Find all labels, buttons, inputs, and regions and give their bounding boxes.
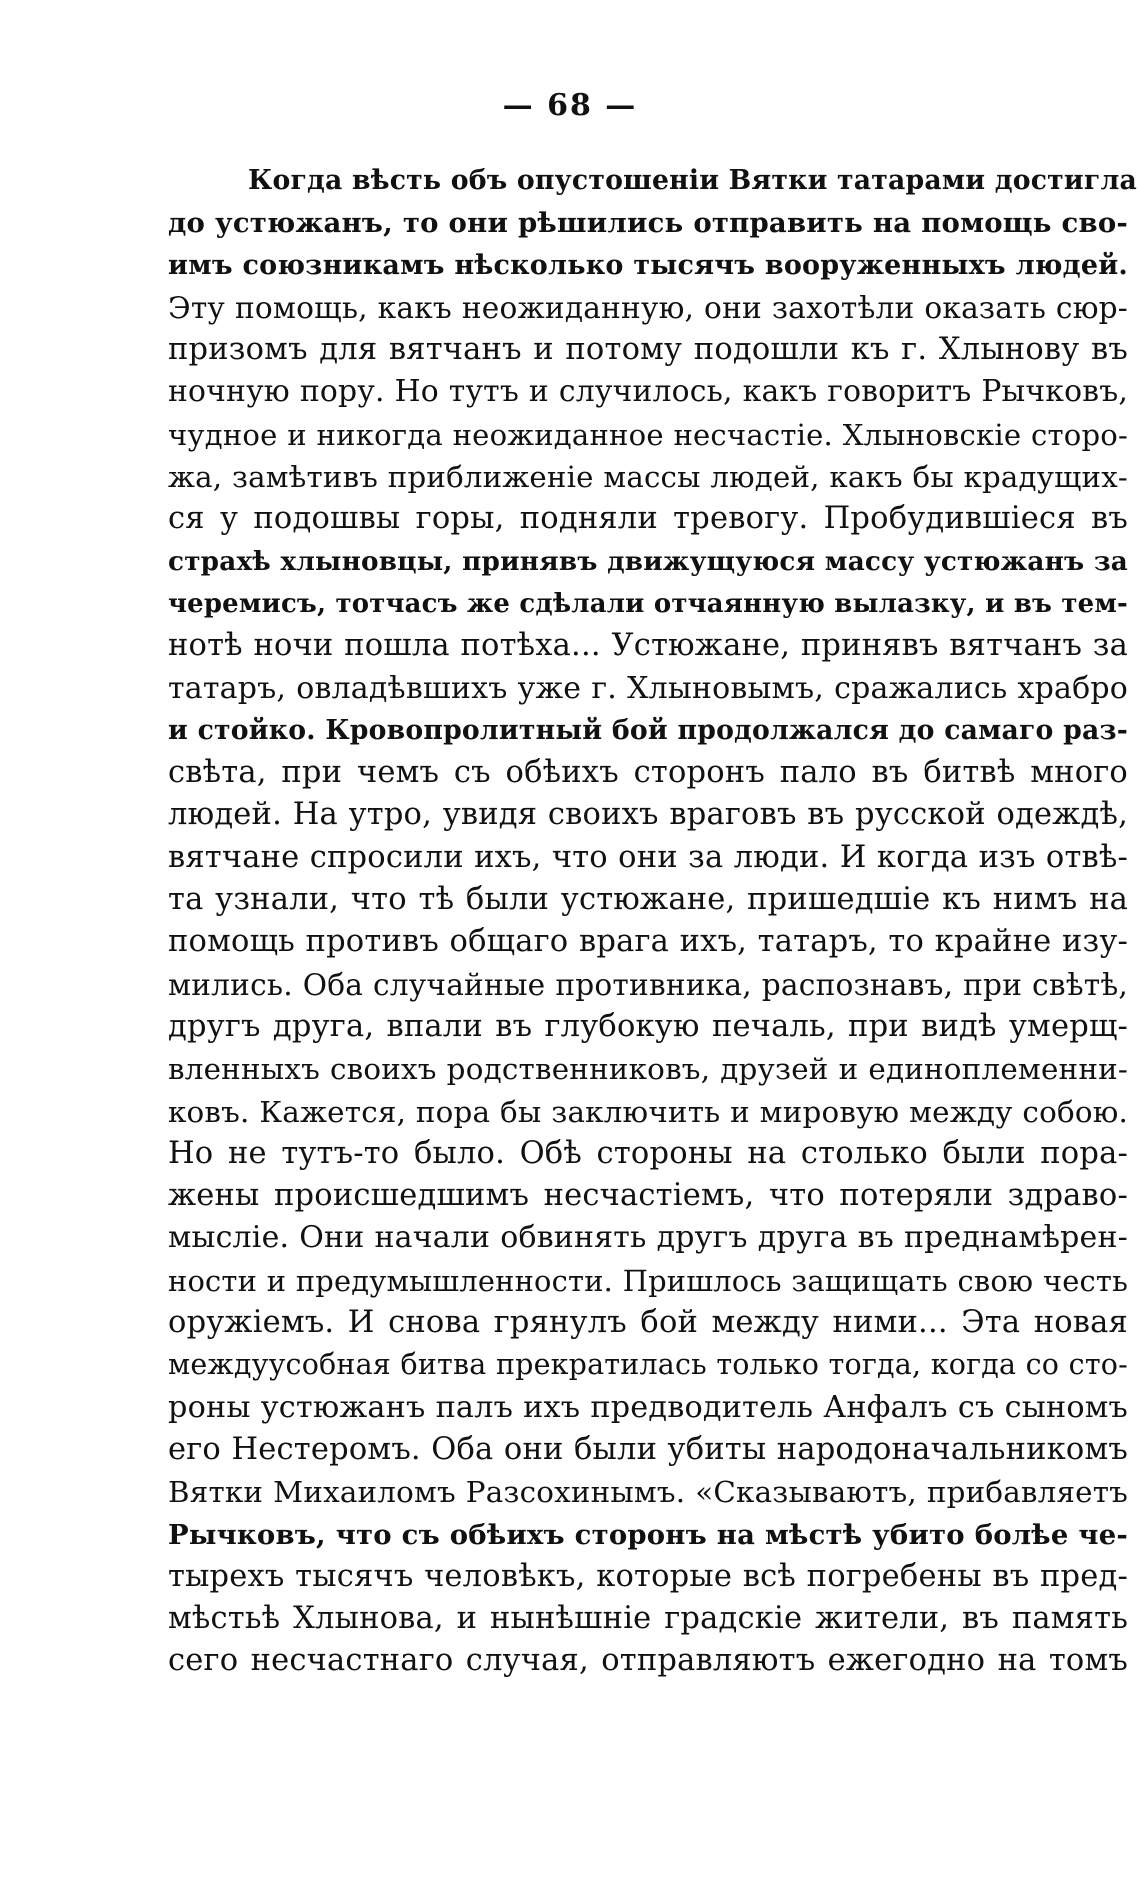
text-line: та узнали, что тѣ были устюжане, пришедшіе къ нимъ на [168, 882, 1128, 918]
text-line: мѣстьѣ Хлынова, и нынѣшніе градскіе жители, въ память [168, 1601, 1128, 1637]
text-line: вленныхъ своихъ родственниковъ, друзей и единоплеменни- [168, 1052, 1128, 1087]
text-line: Но не тутъ-то было. Обѣ стороны на столько были пора- [168, 1135, 1128, 1171]
text-line: помощь противъ общаго врага ихъ, татаръ, то крайне изу- [168, 924, 1128, 960]
text-line: ся у подошвы горы, подняли тревогу. Пробудившіеся въ [168, 501, 1128, 537]
text-line: тырехъ тысячъ человѣкъ, которые всѣ погребены въ пред- [168, 1558, 1128, 1594]
text-line: нотѣ ночи пошла потѣха... Устюжане, принявъ вятчанъ за [168, 628, 1128, 664]
text-line: Эту помощь, какъ неожиданную, они захотѣли оказать сюр- [168, 290, 1128, 325]
body-text [168, 160, 1137, 1683]
text-line: страхѣ хлыновцы, принявъ движущуюся массу устюжанъ за [168, 545, 1128, 577]
text-line: чудное и никогда неожиданное несчастіе. Хлыновскіе сторо- [168, 417, 1128, 452]
text-line: ковъ. Кажется, пора бы заключить и мировую между собою. [168, 1094, 1128, 1129]
text-line: ночную пору. Но тутъ и случилось, какъ говоритъ Рычковъ, [168, 374, 1128, 410]
text-line: мились. Оба случайные противника, распознавъ, при свѣтѣ, [168, 967, 1128, 1002]
text-line: оружіемъ. И снова грянулъ бой между ними... Эта новая [168, 1305, 1128, 1341]
text-line: людей. На утро, увидя своихъ враговъ въ русской одеждѣ, [168, 797, 1128, 833]
text-line: вятчане спросили ихъ, что они за люди. И когда изъ отвѣ- [168, 839, 1128, 875]
text-line: междуусобная битва прекратилась только тогда, когда со сто- [168, 1348, 1128, 1382]
text-line: сего несчастнаго случая, отправляютъ ежегодно на томъ [168, 1643, 1128, 1679]
page-number: — 68 — [502, 88, 638, 123]
text-line: Когда вѣсть объ опустошеніи Вятки татарами достигла [248, 165, 1137, 196]
text-line: призомъ для вятчанъ и потому подошли къ г. Хлынову въ [168, 332, 1128, 368]
text-line: его Нестеромъ. Оба они были убиты народоначальникомъ [168, 1431, 1128, 1467]
text-line: черемисъ, тотчасъ же сдѣлали отчаянную вылазку, и въ тем- [168, 588, 1128, 619]
text-line: татаръ, овладѣвшихъ уже г. Хлыновымъ, сражались храбро [168, 670, 1128, 706]
text-line: жа, замѣтивъ приближеніе массы людей, какъ бы крадущих- [168, 460, 1128, 495]
text-line: свѣта, при чемъ съ обѣихъ сторонъ пало въ битвѣ много [168, 755, 1128, 791]
text-line: Рычковъ, что съ обѣихъ сторонъ на мѣстѣ убито болѣе че- [168, 1518, 1128, 1551]
text-line: жены происшедшимъ несчастіемъ, что потеряли здраво- [168, 1178, 1128, 1214]
text-line: Вятки Михаиломъ Разсохинымъ. «Сказываютъ, прибавляетъ [168, 1475, 1128, 1510]
text-line: имъ союзникамъ нѣсколько тысячъ вооруженныхъ людей. [168, 249, 1128, 281]
text-line: до устюжанъ, то они рѣшились отправить на помощь сво- [168, 207, 1128, 240]
text-line: роны устюжанъ палъ ихъ предводитель Анфалъ съ сыномъ [168, 1389, 1128, 1425]
text-line: и стойко. Кровопролитный бой продолжался до самаго раз- [168, 714, 1128, 746]
text-line: мысліе. Они начали обвинять другъ друга въ преднамѣрен- [168, 1220, 1128, 1256]
text-line: другъ друга, впали въ глубокую печаль, при видѣ умерщ- [168, 1008, 1128, 1044]
text-line: ности и предумышленности. Пришлось защищать свою честь [168, 1263, 1128, 1298]
